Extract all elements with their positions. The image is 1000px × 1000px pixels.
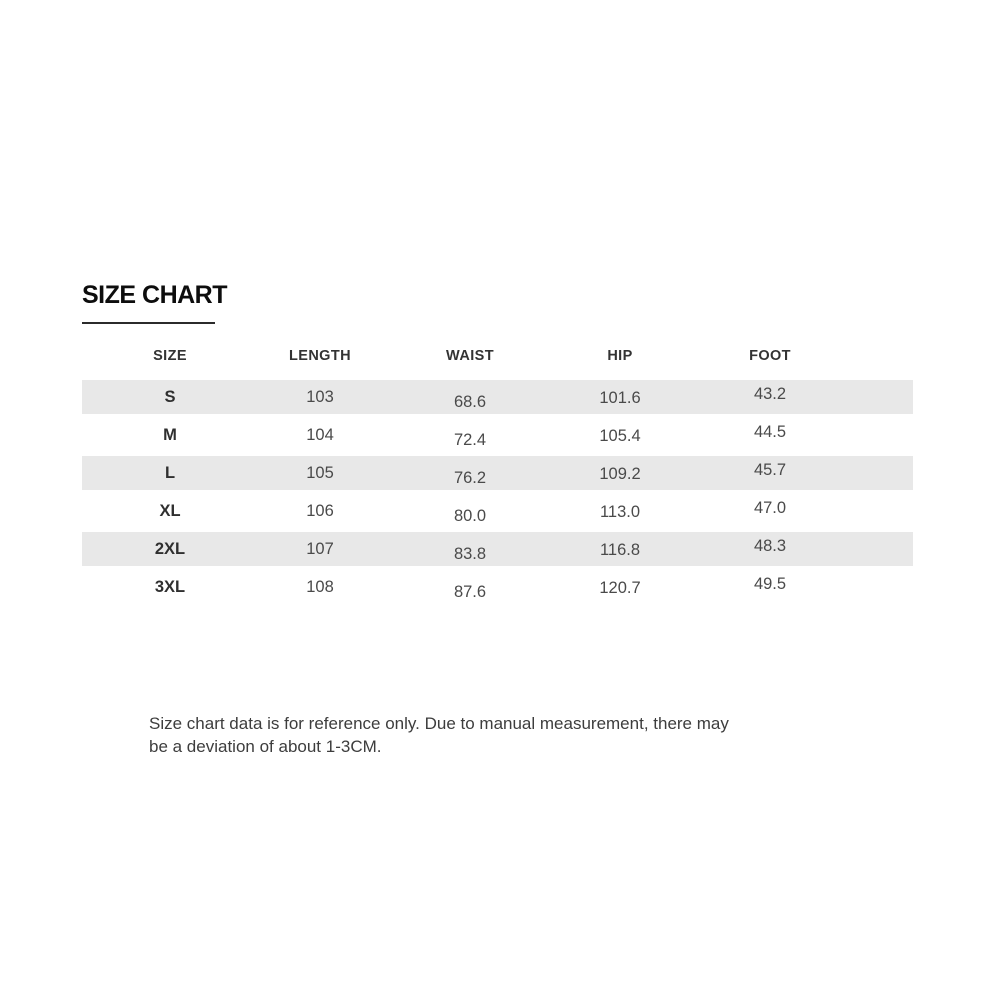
cell-size: M [163, 425, 177, 444]
cell-hip: 116.8 [599, 540, 641, 559]
table-row-m [82, 418, 913, 452]
cell-foot: 45.7 [753, 460, 787, 479]
cell-size: L [164, 463, 176, 482]
title-underline [82, 322, 215, 324]
table-row-s [82, 380, 913, 414]
cell-length: 103 [306, 387, 334, 406]
cell-hip: 120.7 [599, 578, 641, 597]
cell-foot: 43.2 [753, 384, 787, 403]
cell-foot: 44.5 [753, 422, 787, 441]
header-cell-hip: HIP [607, 347, 633, 364]
cell-length: 106 [306, 501, 334, 520]
header-cell-length: LENGTH [288, 347, 351, 364]
cell-length: 107 [306, 539, 334, 558]
cell-length: 108 [306, 577, 334, 596]
header-cell-size: SIZE [153, 347, 187, 364]
table-row-l [82, 456, 913, 490]
cell-length: 105 [306, 463, 334, 482]
table-row-3xl [82, 570, 913, 604]
cell-waist: 76.2 [453, 468, 487, 487]
cell-hip: 109.2 [599, 464, 641, 483]
table-header-row [82, 336, 913, 376]
cell-waist: 80.0 [453, 506, 487, 525]
cell-size: 3XL [154, 577, 186, 596]
table-row-2xl [82, 532, 913, 566]
cell-foot: 47.0 [753, 498, 787, 517]
cell-foot: 49.5 [753, 574, 787, 593]
cell-size: XL [159, 501, 181, 520]
cell-size: S [164, 387, 176, 406]
cell-hip: 105.4 [599, 426, 641, 445]
cell-waist: 83.8 [453, 544, 487, 563]
header-cell-waist: WAIST [446, 347, 494, 364]
cell-waist: 72.4 [453, 430, 487, 449]
disclaimer-note [149, 712, 729, 758]
disclaimer-line-2: be a deviation of about 1-3CM. [149, 737, 382, 756]
size-chart-table [82, 336, 913, 608]
header-cell-foot: FOOT [749, 347, 791, 364]
cell-hip: 113.0 [599, 502, 641, 521]
cell-size: 2XL [154, 539, 186, 558]
cell-length: 104 [306, 425, 334, 444]
disclaimer-line-1: Size chart data is for reference only. Due to manual measurement, there may [149, 714, 729, 733]
page-title: SIZE CHART [82, 281, 227, 309]
table-row-xl [82, 494, 913, 528]
cell-waist: 68.6 [453, 392, 487, 411]
cell-foot: 48.3 [753, 536, 787, 555]
cell-waist: 87.6 [453, 582, 487, 601]
cell-hip: 101.6 [599, 388, 641, 407]
